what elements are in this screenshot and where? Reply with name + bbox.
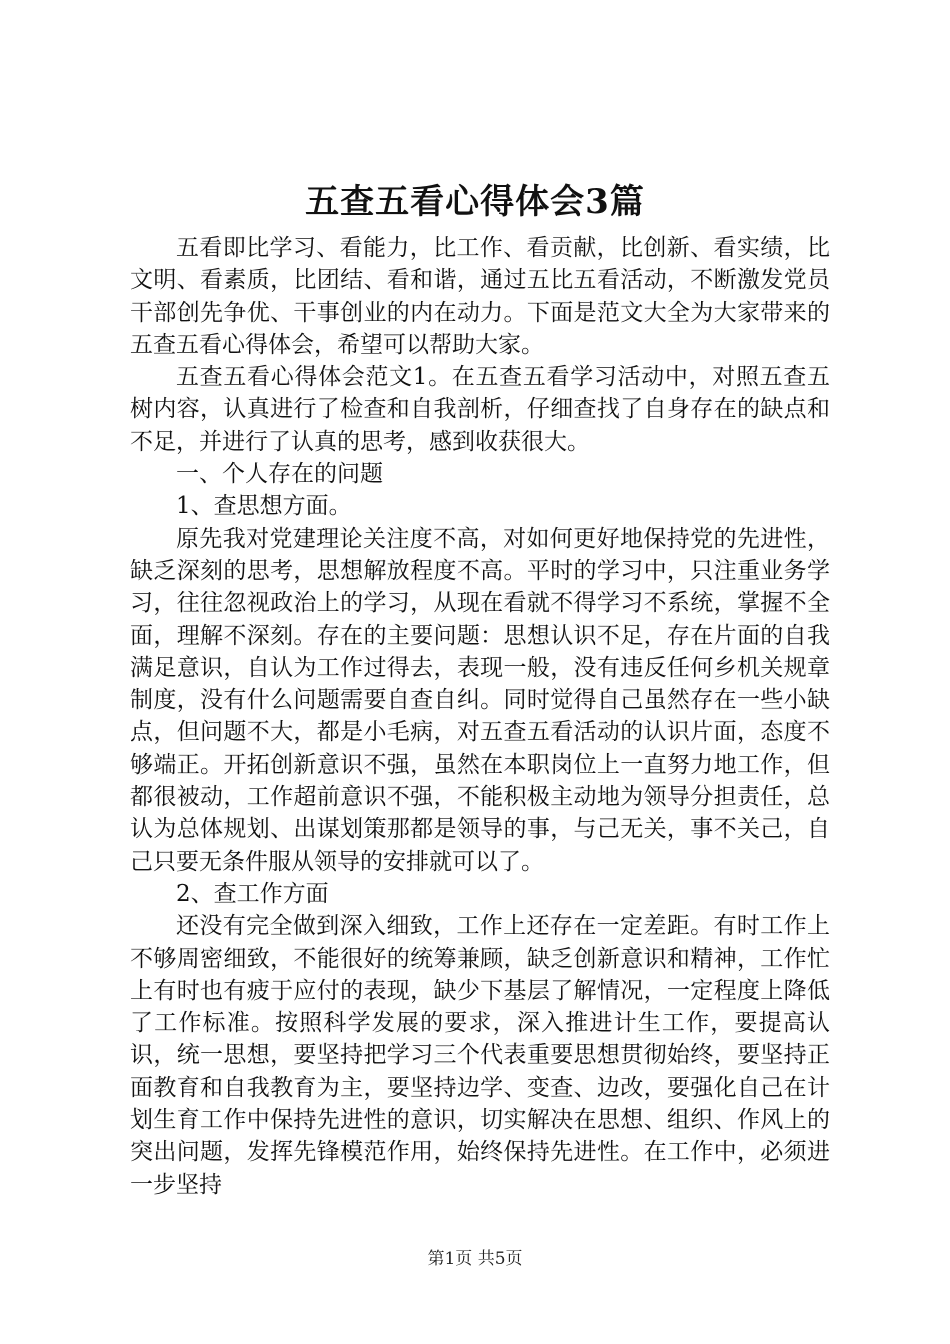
page-footer: 第1页 共5页 bbox=[427, 1249, 523, 1269]
paragraph-intro: 五看即比学习、看能力，比工作、看贡献，比创新、看实绩，比文明、看素质，比团结、看和谐，通过五比五看活动，不断激发党员干部创先争优、干事创业的内在动力。下面是范文大全为大家带来的五查五看心得体会，希望可以帮助大家。 bbox=[130, 235, 830, 358]
document-body bbox=[130, 232, 830, 1201]
paragraph-thought: 原先我对党建理论关注度不高，对如何更好地保持党的先进性，缺乏深刻的思考，思想解放程度不高。平时的学习中，只注重业务学习，往往忽视政治上的学习，从现在看就不得学习不系统，掌握不全面，理解不深刻。存在的主要问题：思想认识不足，存在片面的自我满足意识，自认为工作过得去，表现一般，没有违反任何乡机关规章制度，没有什么问题需要自查自纠。同时觉得自己虽然存在一些小缺点，但问题不大，都是小毛病，对五查五看活动的认识片面，态度不够端正。开拓创新意识不强，虽然在本职岗位上一直努力地工作，但都很被动，工作超前意识不强，不能积极主动地为领导分担责任，总认为总体规划、出谋划策那都是领导的事，与己无关，事不关己，自己只要无条件服从领导的安排就可以了。 bbox=[130, 525, 830, 875]
document-title: 五查五看心得体会3篇 bbox=[305, 182, 645, 222]
heading-personal-issues: 一、个人存在的问题 bbox=[176, 461, 383, 488]
paragraph-work: 还没有完全做到深入细致，工作上还存在一定差距。有时工作上不够周密细致，不能很好的统筹兼顾，缺乏创新意识和精神，工作忙上有时也有疲于应付的表现，缺少下基层了解情况，一定程度上降低了工作标准。按照科学发展的要求，深入推进计生工作，要提高认识，统一思想，要坚持把学习三个代表重要思想贯彻始终，要坚持正面教育和自我教育为主，要坚持边学、变查、边改，要强化自己在计划生育工作中保持先进性的意识，切实解决在思想、组织、作风上的突出问题，发挥先锋模范作用，始终保持先进性。在工作中，必须进一步坚持 bbox=[130, 913, 830, 1198]
heading-check-thought: 1、查思想方面。 bbox=[176, 493, 352, 520]
paragraph-sample-1: 五查五看心得体会范文1。在五查五看学习活动中，对照五查五树内容，认真进行了检查和自我剖析，仔细查找了自身存在的缺点和不足，并进行了认真的思考，感到收获很大。 bbox=[130, 364, 830, 455]
heading-check-work: 2、查工作方面 bbox=[176, 880, 329, 907]
